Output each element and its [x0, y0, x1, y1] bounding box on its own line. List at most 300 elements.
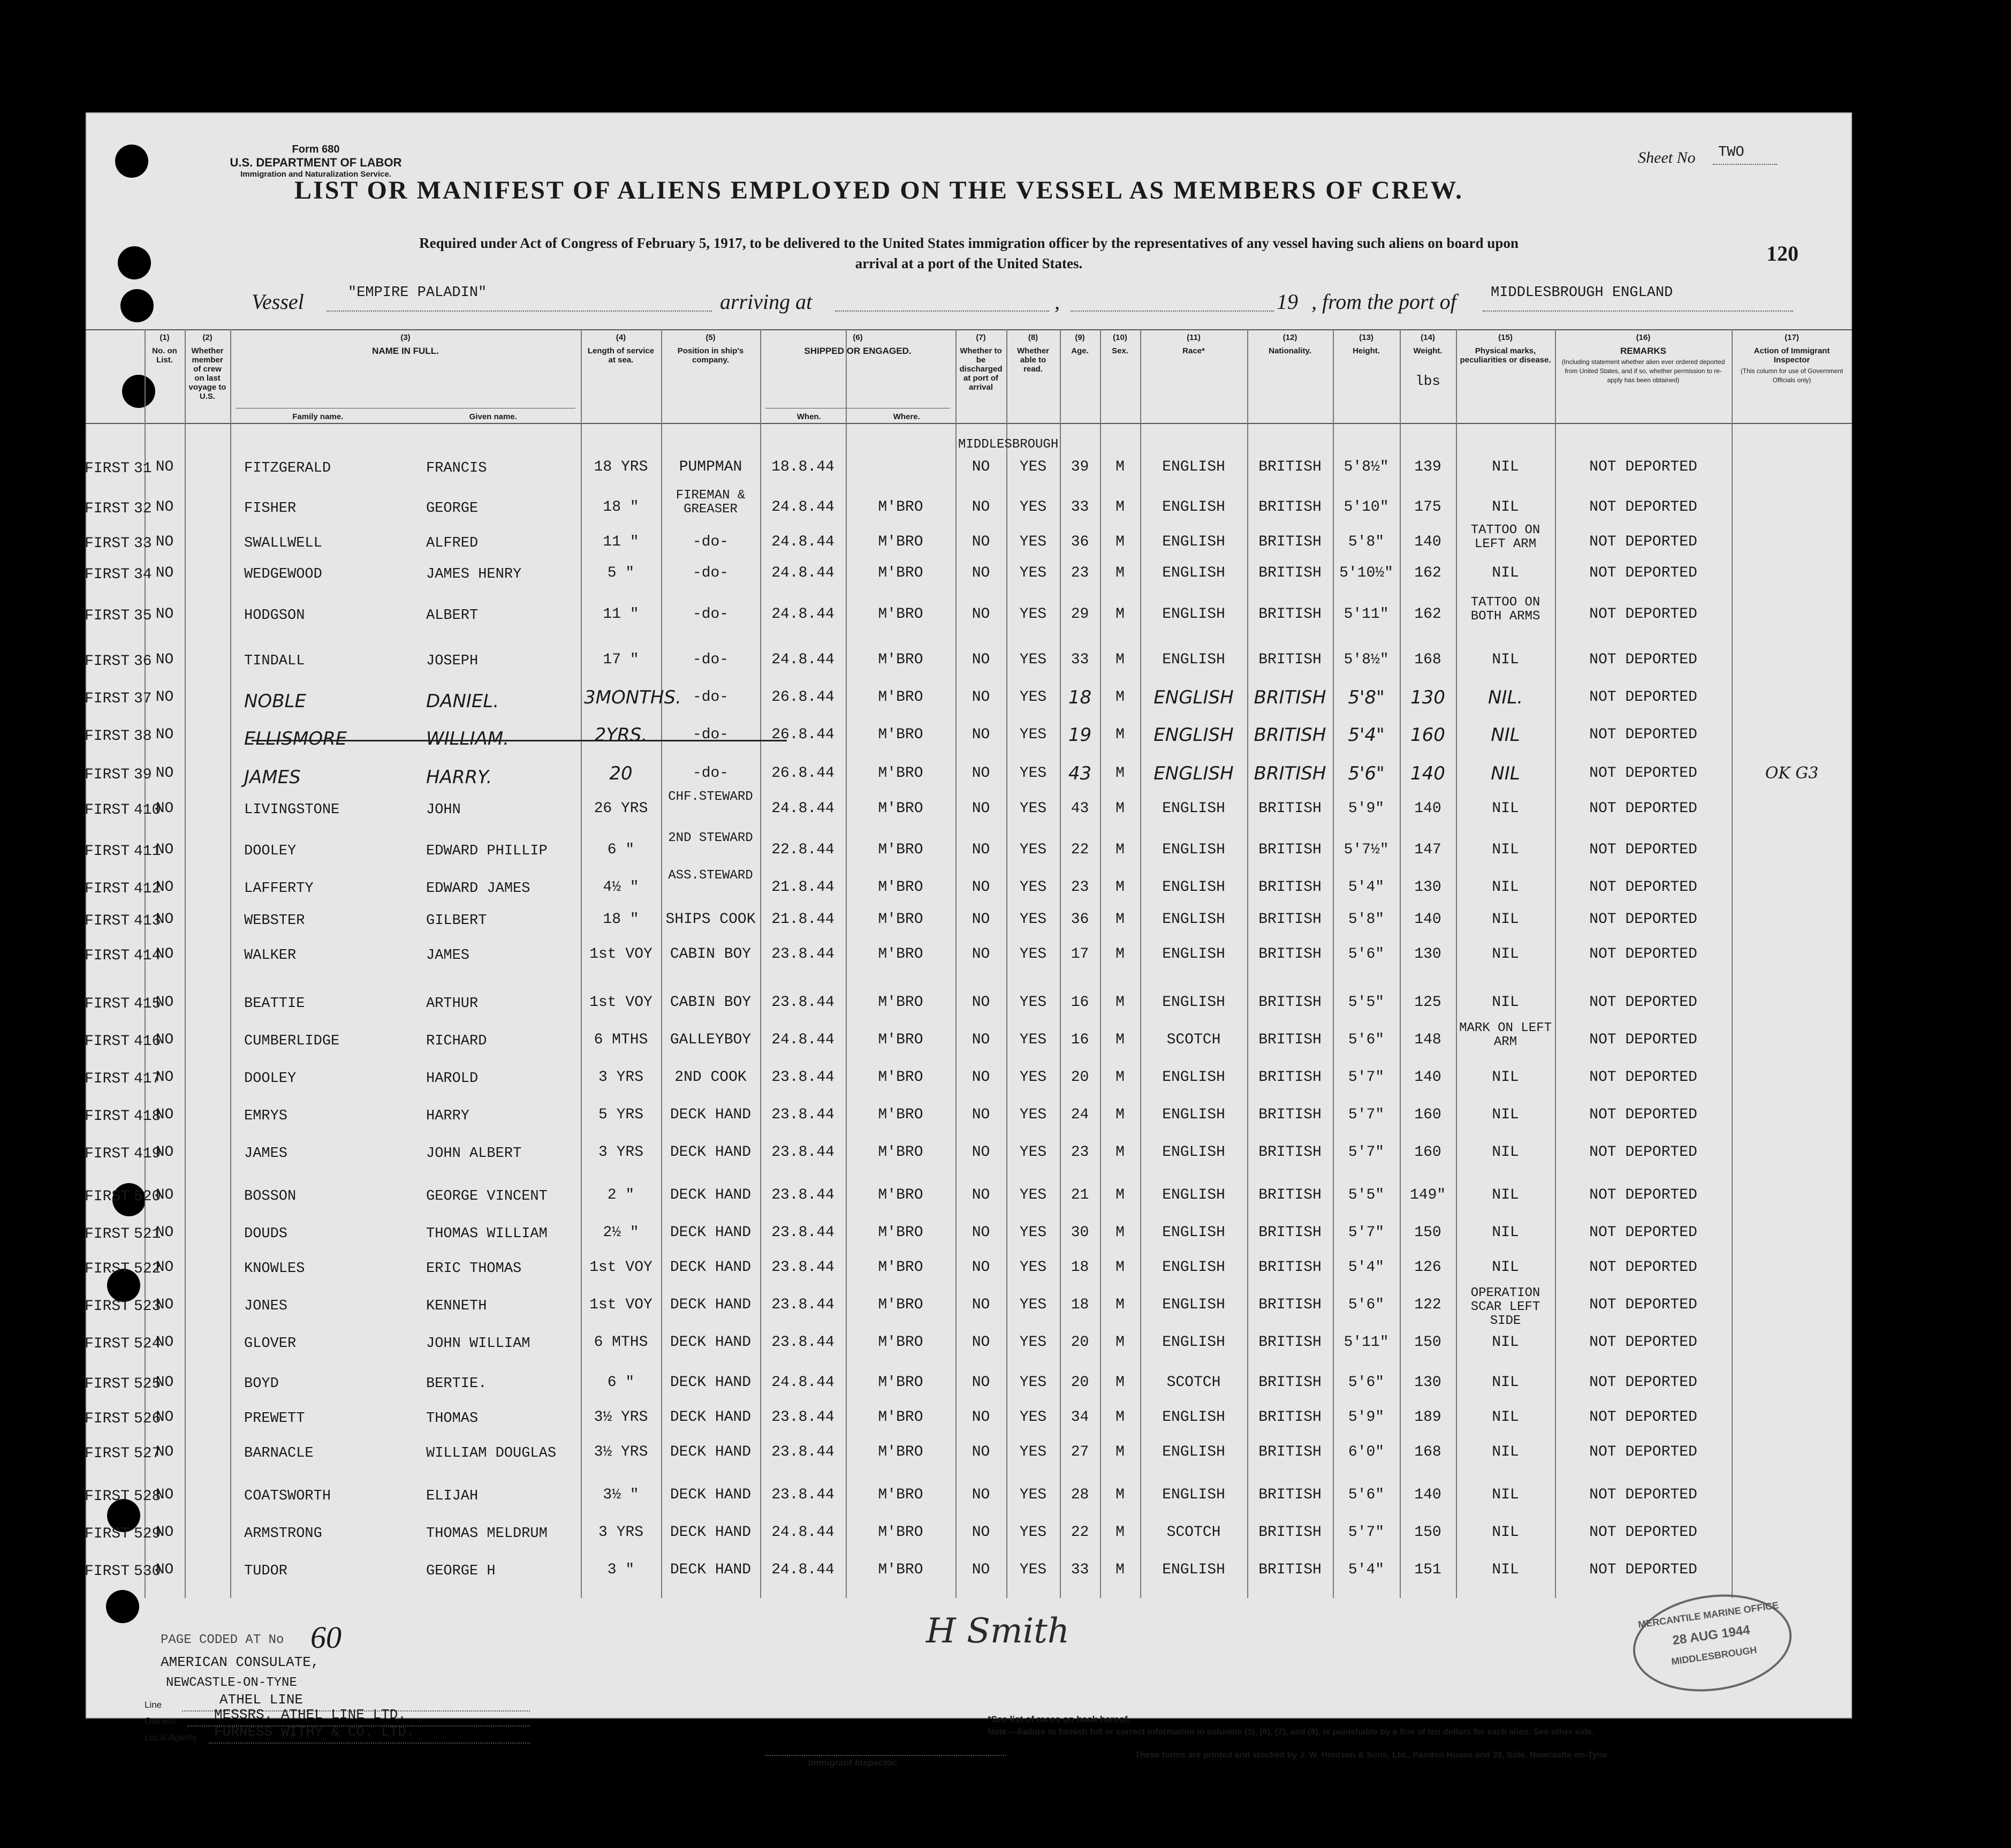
- cell-where: M'BRO: [878, 1297, 923, 1313]
- cell-age: 28: [1071, 1487, 1089, 1503]
- cell-position: CABIN BOY: [670, 946, 752, 963]
- cell-list: FIRST: [85, 1033, 130, 1050]
- cell-when: 22.8.44: [771, 842, 834, 858]
- cell-last: NO: [155, 1444, 174, 1460]
- cell-read: YES: [1019, 1069, 1047, 1086]
- cell-when: 24.8.44: [771, 1374, 834, 1391]
- cell-list: FIRST: [85, 535, 130, 552]
- cell-position: FIREMAN & GREASER: [676, 488, 746, 517]
- cell-read: YES: [1019, 652, 1047, 668]
- cell-sex: M: [1115, 606, 1125, 623]
- cell-action: OK G3: [1765, 764, 1819, 783]
- cell-marks: TATTOO ON LEFT ARM: [1470, 523, 1540, 551]
- cell-nat: BRITISH: [1258, 1144, 1322, 1161]
- cell-age: 22: [1071, 1524, 1089, 1541]
- cell-read: YES: [1019, 842, 1047, 858]
- cell-service: 6 ": [607, 842, 635, 858]
- cell-race: ENGLISH: [1162, 842, 1225, 858]
- cell-race: ENGLISH: [1154, 763, 1234, 784]
- cell-no: 37: [134, 691, 152, 707]
- cell-sex: M: [1115, 459, 1125, 475]
- cell-remarks: NOT DEPORTED: [1589, 1409, 1697, 1426]
- cell-read: YES: [1019, 1524, 1047, 1541]
- table-row: [86, 996, 1852, 1017]
- cell-weight: 140: [1414, 911, 1441, 928]
- cell-marks: NIL: [1492, 1562, 1519, 1578]
- cell-read: YES: [1019, 1224, 1047, 1241]
- cell-service: 3½ YRS: [594, 1444, 648, 1460]
- cell-where: M'BRO: [878, 652, 923, 668]
- column-label: Whether member of crew on last voyage to U.S.: [188, 346, 226, 401]
- cell-disch: NO: [972, 800, 990, 817]
- cell-age: 33: [1071, 652, 1089, 668]
- cell-weight: 130: [1414, 1374, 1441, 1391]
- cell-last: NO: [155, 765, 174, 782]
- cell-no: 413: [134, 913, 161, 929]
- cell-sex: M: [1115, 765, 1125, 782]
- cell-list: FIRST: [85, 1411, 130, 1427]
- table-row: [86, 1146, 1852, 1167]
- cell-marks: NIL: [1492, 1224, 1519, 1241]
- cell-sex: M: [1115, 1107, 1125, 1123]
- cell-given: DANIEL.: [426, 691, 499, 712]
- cell-disch: NO: [972, 459, 990, 475]
- table-row: [86, 1526, 1852, 1547]
- column-header-6: [760, 333, 955, 421]
- cell-no: 529: [134, 1526, 161, 1542]
- cell-when: 23.8.44: [771, 946, 834, 963]
- cell-marks: NIL: [1492, 800, 1519, 817]
- cell-last: NO: [155, 459, 174, 475]
- cell-age: 39: [1071, 459, 1089, 475]
- cell-where: M'BRO: [878, 499, 923, 516]
- cell-given: JOSEPH: [426, 653, 479, 669]
- table-row: [86, 1071, 1852, 1092]
- cell-nat: BRITISH: [1258, 1069, 1322, 1086]
- cell-nat: BRITISH: [1258, 1487, 1322, 1503]
- cell-marks: NIL: [1492, 842, 1519, 858]
- cell-nat: BRITISH: [1258, 606, 1322, 623]
- cell-remarks: NOT DEPORTED: [1589, 459, 1697, 475]
- form-number: Form 680: [292, 143, 340, 155]
- cell-list: FIRST: [85, 1445, 130, 1462]
- cell-where: M'BRO: [878, 534, 923, 550]
- cell-race: ENGLISH: [1162, 1409, 1225, 1426]
- agents-label: Local Agents: [145, 1732, 197, 1743]
- cell-position: SHIPS COOK: [665, 911, 756, 928]
- cell-disch: NO: [972, 1487, 990, 1503]
- cell-given: ARTHUR: [426, 996, 479, 1012]
- cell-age: 16: [1071, 994, 1089, 1011]
- cell-given: ALBERT: [426, 608, 479, 624]
- cell-service: 26 YRS: [594, 800, 648, 817]
- cell-remarks: NOT DEPORTED: [1589, 800, 1697, 817]
- cell-disch: NO: [972, 534, 990, 550]
- cell-sex: M: [1115, 1224, 1125, 1241]
- cell-service: 5 YRS: [598, 1107, 643, 1123]
- cell-family: SWALLWELL: [244, 535, 322, 551]
- cell-no: 520: [134, 1188, 161, 1205]
- column-header-2: [185, 333, 230, 401]
- cell-list: FIRST: [85, 1526, 130, 1542]
- cell-list: FIRST: [85, 1071, 130, 1087]
- cell-when: 23.8.44: [771, 1334, 834, 1351]
- cell-no: 31: [134, 460, 152, 477]
- cell-remarks: NOT DEPORTED: [1589, 946, 1697, 963]
- cell-no: 526: [134, 1411, 161, 1427]
- column-label: NAME IN FULL.: [372, 346, 439, 356]
- cell-when: 23.8.44: [771, 1144, 834, 1161]
- cell-disch: NO: [972, 1032, 990, 1048]
- cell-service: 3½ YRS: [594, 1409, 648, 1426]
- cell-nat: BRITISH: [1258, 1562, 1322, 1578]
- cell-weight: 140: [1414, 1069, 1441, 1086]
- cell-last: NO: [155, 994, 174, 1011]
- subtitle-line-2: arrival at a port of the United States.: [855, 255, 1083, 271]
- cell-service: 5 ": [607, 565, 635, 581]
- table-row: [86, 1445, 1852, 1467]
- cell-age: 27: [1071, 1444, 1089, 1460]
- cell-given: THOMAS: [426, 1411, 479, 1427]
- cell-race: ENGLISH: [1162, 652, 1225, 668]
- cell-position: DECK HAND: [670, 1107, 752, 1123]
- cell-read: YES: [1019, 689, 1047, 706]
- cell-where: M'BRO: [878, 911, 923, 928]
- cell-no: 35: [134, 608, 152, 624]
- cell-sex: M: [1115, 1444, 1125, 1460]
- cell-height: 5'7½": [1344, 842, 1389, 858]
- cell-weight: 150: [1414, 1524, 1441, 1541]
- cell-family: FISHER: [244, 501, 297, 517]
- cell-sex: M: [1115, 1334, 1125, 1351]
- cell-where: M'BRO: [878, 1374, 923, 1391]
- cell-sex: M: [1115, 1374, 1125, 1391]
- cell-sex: M: [1115, 499, 1125, 516]
- cell-remarks: NOT DEPORTED: [1589, 994, 1697, 1011]
- cell-nat: BRITISH: [1258, 879, 1322, 896]
- cell-height: 5'6": [1348, 763, 1385, 784]
- cell-service: 3½ ": [603, 1487, 639, 1503]
- cell-age: 18: [1068, 687, 1092, 708]
- column-label: Sex.: [1112, 346, 1128, 355]
- cell-height: 5'7": [1348, 1144, 1385, 1161]
- cell-disch: NO: [972, 842, 990, 858]
- cell-read: YES: [1019, 1487, 1047, 1503]
- cell-marks: NIL: [1492, 1144, 1519, 1161]
- cell-where: M'BRO: [878, 946, 923, 963]
- cell-read: YES: [1019, 1297, 1047, 1313]
- cell-position: DECK HAND: [670, 1144, 752, 1161]
- cell-no: 411: [134, 843, 161, 860]
- cell-position: DECK HAND: [670, 1187, 752, 1203]
- cell-sex: M: [1115, 1487, 1125, 1503]
- cell-no: 39: [134, 767, 152, 783]
- cell-race: ENGLISH: [1162, 879, 1225, 896]
- cell-height: 5'9": [1348, 800, 1385, 817]
- cell-when: 24.8.44: [771, 1562, 834, 1578]
- cell-list: FIRST: [85, 653, 130, 670]
- cell-remarks: NOT DEPORTED: [1589, 1487, 1697, 1503]
- cell-sex: M: [1115, 1144, 1125, 1161]
- consulate-city: NEWCASTLE-ON-TYNE: [166, 1676, 297, 1690]
- cell-disch: NO: [972, 499, 990, 516]
- cell-marks: NIL: [1492, 1334, 1519, 1351]
- cell-last: NO: [155, 1187, 174, 1203]
- cell-position: CHF.STEWARD: [668, 790, 753, 804]
- column-sublabel: Where.: [893, 412, 920, 421]
- cell-disch: NO: [972, 1562, 990, 1578]
- table-row: [86, 653, 1852, 675]
- cell-disch: NO: [972, 689, 990, 706]
- column-sublabel: (Including statement whether alien ever ordered deported from United States, and if so, whether permission to re-apply has been obtained): [1561, 358, 1725, 384]
- cell-read: YES: [1019, 994, 1047, 1011]
- cell-list: FIRST: [85, 843, 130, 860]
- cell-last: NO: [155, 1524, 174, 1541]
- cell-marks: NIL: [1492, 1409, 1519, 1426]
- cell-disch: NO: [972, 946, 990, 963]
- cell-weight: 130: [1414, 879, 1441, 896]
- cell-family: BEATTIE: [244, 996, 305, 1012]
- column-header-12: [1247, 333, 1333, 355]
- cell-marks: NIL.: [1488, 687, 1523, 708]
- cell-remarks: NOT DEPORTED: [1589, 1297, 1697, 1313]
- cell-nat: BRITISH: [1258, 1409, 1322, 1426]
- cell-service: 20: [609, 763, 633, 784]
- cell-read: YES: [1019, 800, 1047, 817]
- cell-last: NO: [155, 1224, 174, 1241]
- cell-no: 524: [134, 1336, 161, 1352]
- cell-position: -do-: [692, 565, 729, 581]
- cell-read: YES: [1019, 726, 1047, 743]
- cell-list: FIRST: [85, 881, 130, 897]
- cell-family: LAFFERTY: [244, 881, 314, 897]
- cell-age: 30: [1071, 1224, 1089, 1241]
- cell-where: M'BRO: [878, 565, 923, 581]
- cell-remarks: NOT DEPORTED: [1589, 726, 1697, 743]
- cell-family: LIVINGSTONE: [244, 802, 340, 818]
- cell-list: FIRST: [85, 728, 130, 745]
- stamp-city: MIDDLESBROUGH: [1671, 1644, 1758, 1667]
- cell-nat: BRITISH: [1254, 724, 1326, 746]
- cell-remarks: NOT DEPORTED: [1589, 606, 1697, 623]
- cell-family: DOUDS: [244, 1226, 288, 1242]
- cell-given: ELIJAH: [426, 1488, 479, 1504]
- cell-age: 33: [1071, 499, 1089, 516]
- cell-family: COATSWORTH: [244, 1488, 331, 1504]
- cell-race: ENGLISH: [1162, 1259, 1225, 1276]
- table-row: [85, 595, 1852, 629]
- cell-read: YES: [1019, 1187, 1047, 1203]
- cell-sex: M: [1115, 1069, 1125, 1086]
- cell-height: 5'5": [1348, 994, 1385, 1011]
- cell-last: NO: [155, 911, 174, 928]
- cell-disch: NO: [972, 1374, 990, 1391]
- cell-marks: NIL: [1492, 499, 1519, 516]
- cell-family: JAMES: [244, 767, 301, 788]
- cell-weight: 150: [1414, 1334, 1441, 1351]
- cell-age: 23: [1071, 1144, 1089, 1161]
- cell-position: DECK HAND: [670, 1297, 752, 1313]
- note-races: *See list of races on back hereof.: [988, 1714, 1130, 1724]
- cell-family: WEDGEWOOD: [244, 566, 322, 582]
- cell-where: M'BRO: [878, 1444, 923, 1460]
- cell-height: 5'4": [1348, 724, 1385, 746]
- cell-nat: BRITISH: [1258, 1297, 1322, 1313]
- cell-weight: 122: [1414, 1297, 1441, 1313]
- column-sublabel: lbs: [1415, 373, 1440, 389]
- cell-sex: M: [1115, 879, 1125, 896]
- cell-family: WALKER: [244, 948, 297, 964]
- cell-where: M'BRO: [878, 1409, 923, 1426]
- cell-where: M'BRO: [878, 1069, 923, 1086]
- cell-family: HODGSON: [244, 608, 305, 624]
- cell-when: 24.8.44: [771, 534, 834, 550]
- page-title: LIST OR MANIFEST OF ALIENS EMPLOYED ON THE VESSEL AS MEMBERS OF CREW.: [294, 176, 1463, 205]
- cell-last: NO: [155, 499, 174, 516]
- cell-given: GEORGE H: [426, 1563, 496, 1579]
- cell-read: YES: [1019, 1107, 1047, 1123]
- cell-read: YES: [1019, 534, 1047, 550]
- table-row: [86, 1488, 1852, 1510]
- cell-no: 525: [134, 1376, 161, 1392]
- page-number: 120: [1766, 241, 1798, 266]
- column-header-4: [581, 333, 661, 365]
- cell-read: YES: [1019, 1374, 1047, 1391]
- cell-given: THOMAS WILLIAM: [426, 1226, 548, 1242]
- cell-last: NO: [155, 1487, 174, 1503]
- cell-age: 17: [1071, 946, 1089, 963]
- cell-position: DECK HAND: [670, 1444, 752, 1460]
- cell-sex: M: [1115, 534, 1125, 550]
- column-header-13: [1333, 333, 1400, 355]
- cell-given: JAMES: [426, 948, 470, 964]
- column-header-3: [230, 333, 581, 421]
- cell-marks: NIL: [1492, 1187, 1519, 1203]
- cell-no: 32: [134, 501, 152, 517]
- port-label: , from the port of: [1311, 290, 1456, 314]
- cell-given: FRANCIS: [426, 460, 487, 476]
- cell-disch: NO: [972, 1144, 990, 1161]
- cell-remarks: NOT DEPORTED: [1589, 1259, 1697, 1276]
- cell-when: 24.8.44: [771, 1032, 834, 1048]
- cell-nat: BRITISH: [1254, 763, 1326, 784]
- cell-position: -do-: [692, 689, 729, 706]
- cell-sex: M: [1115, 994, 1125, 1011]
- cell-where: M'BRO: [878, 994, 923, 1011]
- cell-remarks: NOT DEPORTED: [1589, 689, 1697, 706]
- cell-last: NO: [155, 534, 174, 550]
- cell-family: ELLISMORE: [244, 728, 347, 749]
- cell-position: DECK HAND: [670, 1562, 752, 1578]
- cell-height: 5'8": [1348, 534, 1385, 550]
- cell-read: YES: [1019, 459, 1047, 475]
- cell-given: RICHARD: [426, 1033, 487, 1049]
- cell-disch: NO: [972, 765, 990, 782]
- cell-height: 5'8": [1348, 911, 1385, 928]
- column-header-17: [1732, 333, 1852, 385]
- cell-disch: NO: [972, 1224, 990, 1241]
- cell-nat: BRITISH: [1258, 800, 1322, 817]
- cell-sex: M: [1115, 946, 1125, 963]
- inspector-signature: H Smith: [926, 1611, 1070, 1651]
- cell-nat: BRITISH: [1258, 911, 1322, 928]
- cell-when: 26.8.44: [771, 689, 834, 706]
- year-label: 19: [1277, 290, 1298, 314]
- cell-age: 33: [1071, 1562, 1089, 1578]
- cell-family: JONES: [244, 1298, 288, 1314]
- cell-height: 5'11": [1344, 606, 1389, 623]
- column-label: REMARKS: [1620, 346, 1666, 356]
- cell-nat: BRITISH: [1258, 1444, 1322, 1460]
- cell-when: 21.8.44: [771, 911, 834, 928]
- cell-nat: BRITISH: [1258, 946, 1322, 963]
- cell-list: FIRST: [85, 1261, 130, 1277]
- cell-disch: NO: [972, 565, 990, 581]
- cell-weight: 189: [1414, 1409, 1441, 1426]
- cell-family: BOYD: [244, 1376, 279, 1392]
- cell-position: DECK HAND: [670, 1374, 752, 1391]
- cell-when: 23.8.44: [771, 1107, 834, 1123]
- cell-no: 530: [134, 1563, 161, 1580]
- cell-list: FIRST: [85, 913, 130, 929]
- cell-height: 5'4": [1348, 1259, 1385, 1276]
- table-row: [86, 1226, 1852, 1247]
- cell-read: YES: [1019, 765, 1047, 782]
- cell-race: ENGLISH: [1154, 724, 1234, 746]
- cell-marks: NIL: [1491, 724, 1520, 746]
- cell-height: 5'6": [1348, 1032, 1385, 1048]
- cell-weight: 140: [1414, 800, 1441, 817]
- cell-weight: 150: [1414, 1224, 1441, 1241]
- cell-position: DECK HAND: [670, 1487, 752, 1503]
- cell-when: 23.8.44: [771, 1297, 834, 1313]
- cell-no: 33: [134, 535, 152, 552]
- cell-family: KNOWLES: [244, 1261, 305, 1277]
- cell-where: M'BRO: [878, 879, 923, 896]
- cell-marks: NIL: [1492, 1069, 1519, 1086]
- cell-position: DECK HAND: [670, 1409, 752, 1426]
- cell-list: FIRST: [85, 1336, 130, 1352]
- cell-sex: M: [1115, 652, 1125, 668]
- cell-race: ENGLISH: [1162, 499, 1225, 516]
- cell-weight: 140: [1414, 1487, 1441, 1503]
- cell-list: FIRST: [85, 501, 130, 517]
- cell-nat: BRITISH: [1258, 1334, 1322, 1351]
- cell-list: FIRST: [85, 1108, 130, 1125]
- column-number: (7): [976, 333, 986, 342]
- cell-age: 20: [1071, 1069, 1089, 1086]
- cell-last: NO: [155, 879, 174, 896]
- cell-last: NO: [155, 1107, 174, 1123]
- table-row: [85, 437, 1852, 482]
- cell-height: 5'6": [1348, 1487, 1385, 1503]
- cell-read: YES: [1019, 911, 1047, 928]
- column-number: (11): [1187, 333, 1201, 342]
- cell-marks: NIL: [1492, 1259, 1519, 1276]
- cell-service: 6 ": [607, 1374, 635, 1391]
- column-label: SHIPPED OR ENGAGED.: [804, 346, 912, 356]
- cell-service: 6 MTHS: [594, 1334, 648, 1351]
- column-number: (3): [400, 333, 411, 342]
- cell-family: FITZGERALD: [244, 460, 331, 476]
- cell-marks: MARK ON LEFT ARM: [1459, 1021, 1552, 1049]
- cell-where: M'BRO: [878, 1334, 923, 1351]
- cell-position: PUMPMAN: [679, 459, 742, 475]
- table-row: [86, 1108, 1852, 1130]
- cell-last: NO: [155, 689, 174, 706]
- cell-race: ENGLISH: [1154, 687, 1234, 708]
- cell-height: 6'0": [1348, 1444, 1385, 1460]
